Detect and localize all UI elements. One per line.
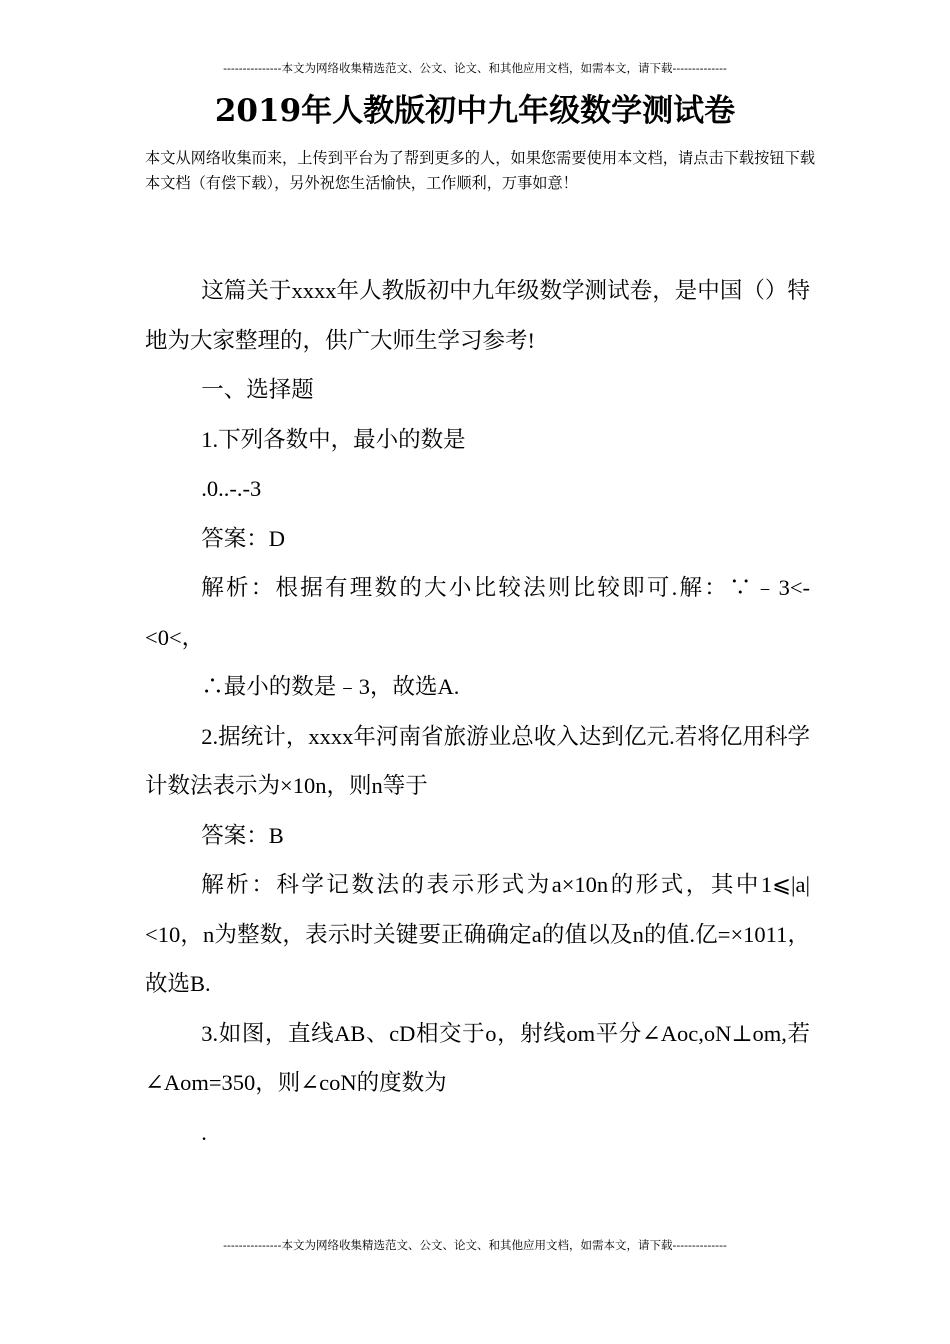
footer-banner: ---------------本文为网络收集精选范文、公文、论文、和其他应用文档，如需本文，请下载-------------- (223, 1238, 727, 1252)
document-body (145, 266, 810, 1157)
section-heading: 一、选择题 (201, 377, 314, 402)
question-2-analysis: 解析：科学记数法的表示形式为a×10n的形式，其中1⩽|a|<10，n为整数，表示时关键要正确确定a的值以及n的值.亿=×1011，故选B. (145, 872, 810, 996)
document-title: 2019年人教版初中九年级数学测试卷 (214, 93, 736, 129)
question-1: 1.下列各数中，最小的数是 (201, 426, 466, 452)
question-1-conclusion: ∴最小的数是﹣3，故选A. (201, 674, 460, 699)
question-3-blank: . (201, 1119, 207, 1145)
header-banner: ---------------本文为网络收集精选范文、公文、论文、和其他应用文档，如需本文，请下载-------------- (223, 61, 727, 75)
paragraph: 这篇关于xxxx年人教版初中九年级数学测试卷，是中国（）特地为大家整理的，供广大师生学习参考! (145, 278, 810, 353)
question-1-answer: 答案：D (201, 525, 285, 551)
question-3: 3.如图，直线AB、cD相交于o，射线om平分∠Aoc,oN⊥om,若∠Aom=350，则∠coN的度数为 (145, 1020, 810, 1095)
question-2: 2.据统计，xxxx年河南省旅游业总收入达到亿元.若将亿用科学计数法表示为×10n，则n等于 (145, 723, 810, 798)
question-1-analysis: 解析：根据有理数的大小比较法则比较即可.解：∵﹣3<-<0<， (145, 575, 810, 650)
question-2-answer: 答案：B (201, 822, 284, 848)
intro-note: 本文从网络收集而来，上传到平台为了帮到更多的人，如果您需要使用本文档，请点击下载按钮下载本文档（有偿下载），另外祝您生活愉快，工作顺利，万事如意！ (145, 149, 815, 192)
question-1-options: .0..-.-3 (201, 476, 262, 501)
